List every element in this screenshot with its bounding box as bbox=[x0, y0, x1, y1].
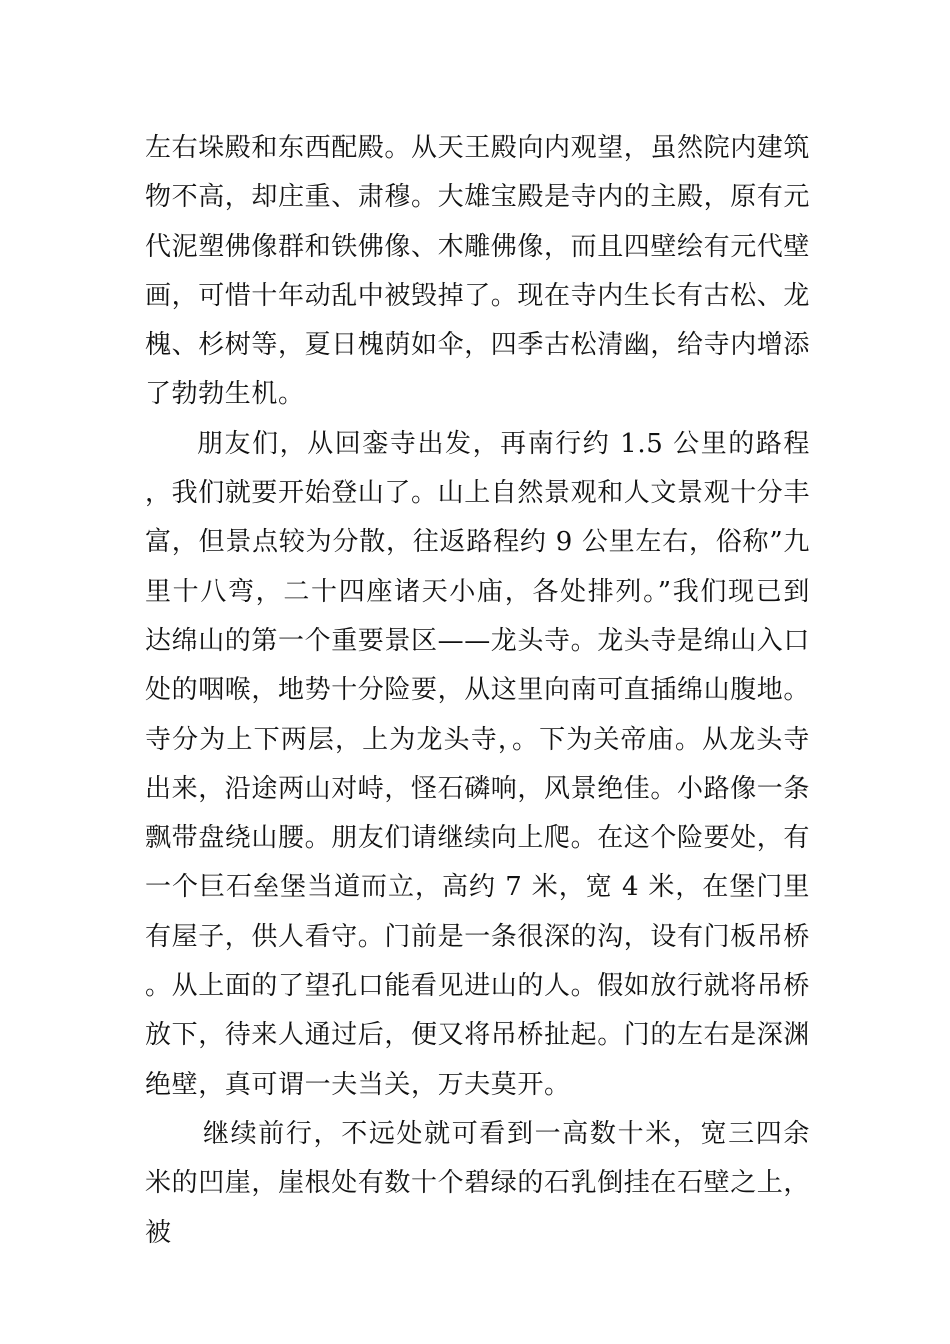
document-page bbox=[145, 124, 810, 1258]
paragraph-temple-halls: 左右垛殿和东西配殿。从天王殿向内观望，虽然院内建筑物不高，却庄重、肃穆。大雄宝殿是寺内的主殿，原有元代泥塑佛像群和铁佛像、木雕佛像，而且四壁绘有元代壁画，可惜十年动乱中被毁掉了。现在寺内生长有古松、龙槐、杉树等，夏日槐荫如伞，四季古松清幽，给寺内增添了勃勃生机。 bbox=[145, 133, 811, 410]
paragraph-stalactite-cliff: 继续前行，不远处就可看到一高数十米，宽三四余米的凹崖，崖根处有数十个碧绿的石乳倒挂在石壁之上，被 bbox=[145, 1118, 811, 1248]
paragraph-longtou-temple: 朋友们，从回銮寺出发，再南行约 1.5 公里的路程，我们就要开始登山了。山上自然景观和人文景观十分丰富，但景点较为分散，往返路程约 9 公里左右，俗称”九里十八弯，二十四座诸天小庙，各处排列。”我们现已到达绵山的第一个重要景区——龙头寺。龙头寺是绵山入口处的咽喉，地势十分险要，从这里向南可直插绵山腹地。寺分为上下两层，上为龙头寺，。下为关帝庙。从龙头寺出来，沿途两山对峙，怪石磷响，风景绝佳。小路像一条飘带盘绕山腰。朋友们请继续向上爬。在这个险要处，有一个巨石垒堡当道而立，高约 7 米，宽 4 米，在堡门里有屋子，供人看守。门前是一条很深的沟，设有门板吊桥。从上面的了望孔口能看见进山的人。假如放行就将吊桥放下，待来人通过后，便又将吊桥扯起。门的左右是深渊绝壁，真可谓一夫当关，万夫莫开。 bbox=[145, 428, 811, 1100]
